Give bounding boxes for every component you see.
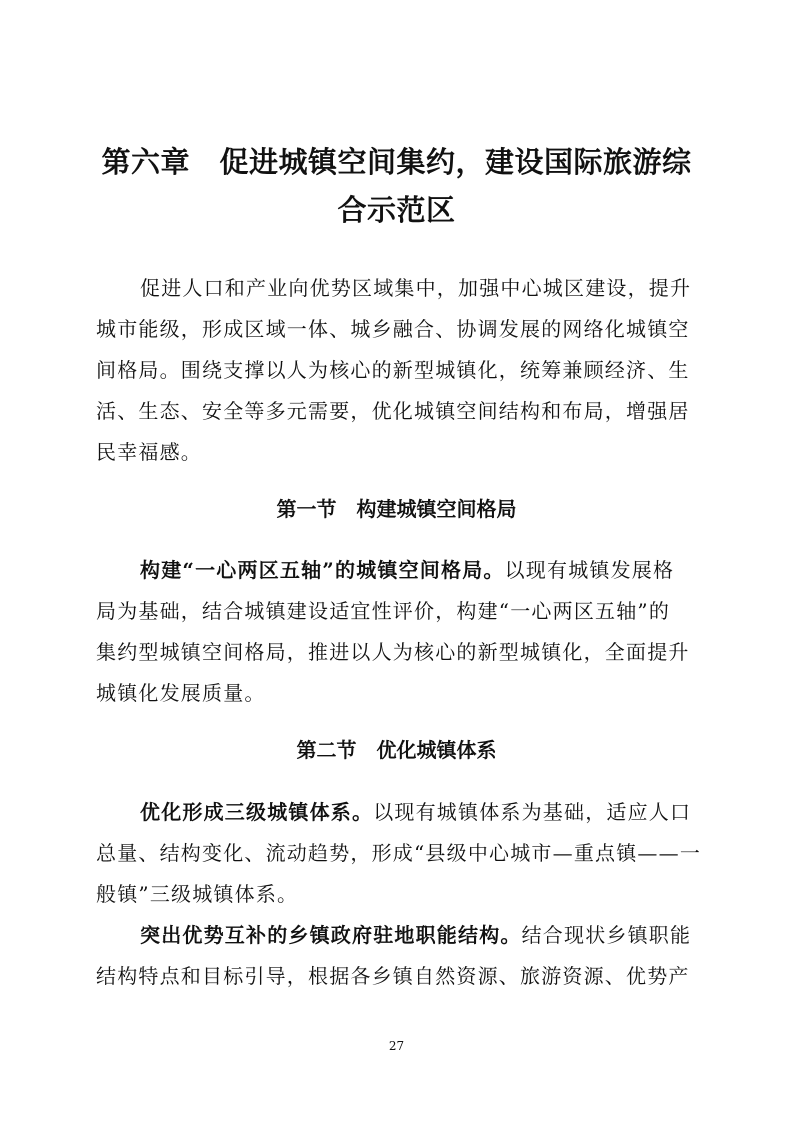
- section-2-line-rest: 以现有城镇体系为基础，适应人口: [373, 800, 692, 824]
- intro-line: 城市能级，形成区域一体、城乡融合、协调发展的网络化城镇空: [96, 317, 690, 341]
- section-2-line: 般镇”三级城镇体系。: [96, 882, 299, 906]
- section-2-heading: [96, 736, 697, 764]
- section-2-number: 第二节: [296, 738, 357, 762]
- section-2-paragraph-1: [96, 792, 702, 915]
- section-1-lead-sentence: 构建“一心两区五轴”的城镇空间格局。: [140, 558, 505, 582]
- section-1-number: 第一节: [276, 497, 337, 521]
- section-2-title: 优化城镇体系: [376, 738, 497, 762]
- chapter-title-line-1: 第六章 促进城镇空间集约，建设国际旅游综: [101, 145, 692, 179]
- section-2-line: [96, 915, 697, 956]
- section-2-lead-sentence: 突出优势互补的乡镇政府驻地职能结构。: [140, 923, 522, 947]
- section-2-line-rest: 结合现状乡镇职能: [521, 923, 692, 947]
- intro-line: 促进人口和产业向优势区域集中，加强中心城区建设，提升: [140, 276, 692, 300]
- section-2-paragraph-2: [96, 915, 697, 997]
- section-1-line: 集约型城镇空间格局，推进以人为核心的新型城镇化，全面提升: [96, 640, 690, 664]
- page-number: 27: [388, 1039, 405, 1053]
- intro-paragraph: [96, 268, 697, 473]
- intro-line: 间格局。围绕支撑以人为核心的新型城镇化，统筹兼顾经济、生: [96, 358, 690, 382]
- intro-line: 民幸福感。: [96, 440, 202, 464]
- section-2-line: [96, 792, 697, 833]
- section-2-lead-sentence: 优化形成三级城镇体系。: [140, 800, 374, 824]
- section-1-line-rest: 以现有城镇发展格: [504, 558, 675, 582]
- section-2-line: 结构特点和目标引导，根据各乡镇自然资源、旅游资源、优势产: [96, 964, 690, 988]
- section-1-line: 局为基础，结合城镇建设适宜性评价，构建“一心两区五轴”的: [96, 599, 671, 623]
- section-1-title: 构建城镇空间格局: [356, 497, 517, 521]
- section-1-paragraph: [96, 550, 697, 714]
- section-2-line: 总量、结构变化、流动趋势，形成“县级中心城市—重点镇——一: [96, 841, 702, 865]
- section-1-line: [96, 550, 697, 591]
- section-1-heading: [96, 495, 697, 523]
- intro-line: 活、生态、安全等多元需要，优化城镇空间结构和布局，增强居: [96, 399, 690, 423]
- section-1-line: 城镇化发展质量。: [96, 681, 266, 705]
- chapter-title: [96, 138, 697, 234]
- chapter-title-line-2: 合示范区: [337, 193, 456, 227]
